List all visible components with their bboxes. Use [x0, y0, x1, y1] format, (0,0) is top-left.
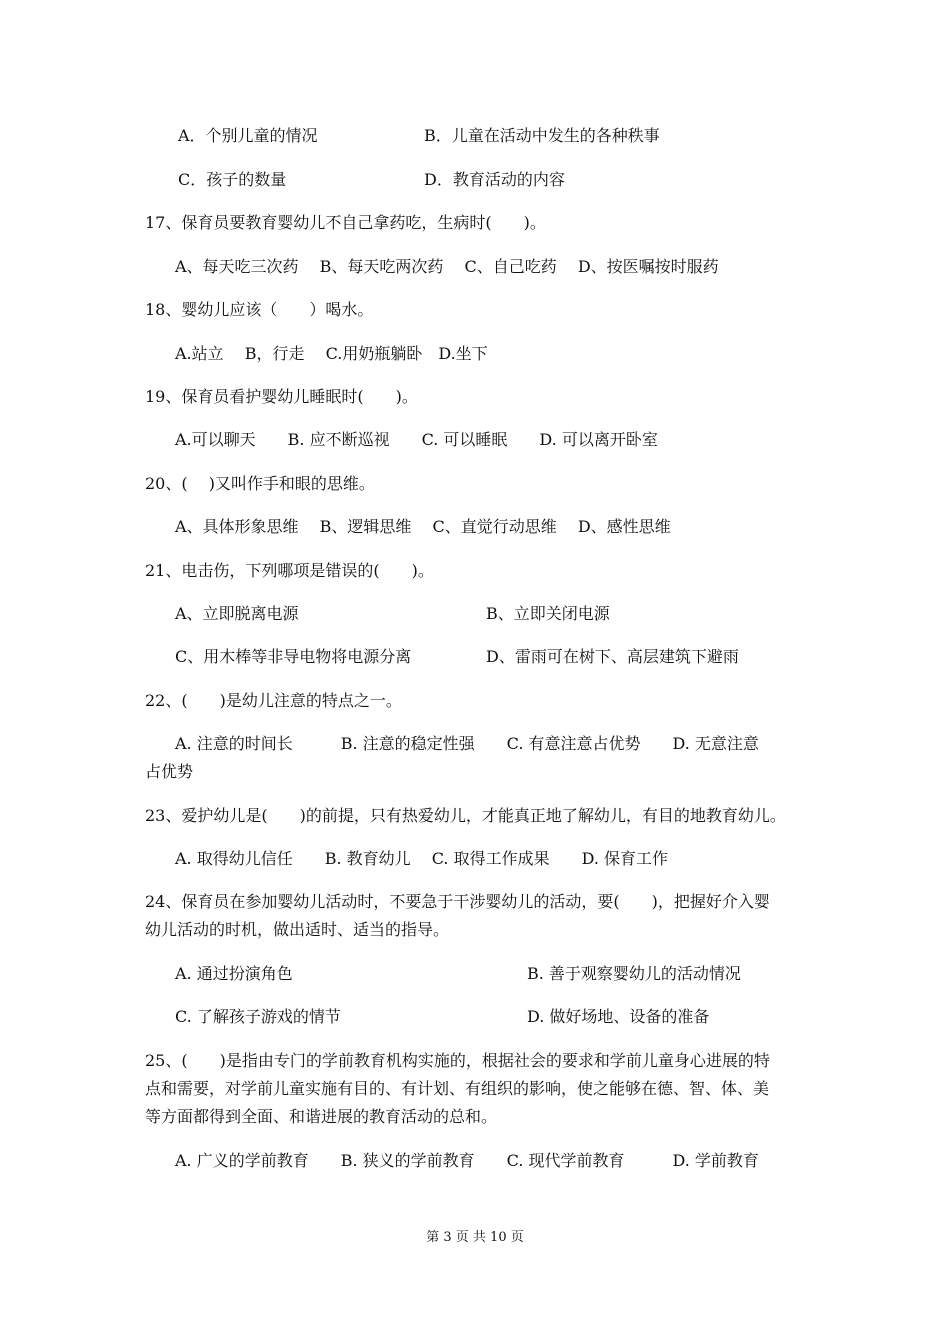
- q18-options: A.站立 B，行走 C.用奶瓶躺卧 D.坐下: [175, 344, 488, 363]
- q16-option-b: B．儿童在活动中发生的各种秩事: [424, 126, 660, 145]
- q22-options-wrap: 占优势: [145, 762, 194, 781]
- q18-stem: 18、婴幼儿应该（ ）喝水。: [145, 300, 374, 319]
- q24-option-b: B. 善于观察婴幼儿的活动情况: [527, 964, 741, 983]
- q23-options: A. 取得幼儿信任 B. 教育幼儿 C. 取得工作成果 D. 保育工作: [175, 849, 669, 868]
- q25-stem-wrap-2: 等方面都得到全面、和谐进展的教育活动的总和。: [145, 1107, 498, 1126]
- q24-option-d: D. 做好场地、设备的准备: [527, 1007, 710, 1026]
- q16-option-a: A．个别儿童的情况: [178, 126, 318, 145]
- q23-stem: 23、爱护幼儿是( )的前提，只有热爱幼儿，才能真正地了解幼儿，有目的地教育幼儿。: [145, 806, 786, 825]
- q24-option-a: A. 通过扮演角色: [175, 964, 293, 983]
- q22-options: A. 注意的时间长 B. 注意的稳定性强 C. 有意注意占优势 D. 无意注意: [175, 734, 759, 753]
- q25-stem-wrap-1: 点和需要，对学前儿童实施有目的、有计划、有组织的影响，使之能够在德、智、体、美: [145, 1079, 770, 1098]
- q17-stem: 17、保育员要教育婴幼儿不自己拿药吃，生病时( )。: [145, 213, 546, 232]
- q21-option-a: A、立即脱离电源: [175, 604, 299, 623]
- q22-stem: 22、( )是幼儿注意的特点之一。: [145, 691, 402, 710]
- q16-option-d: D．教育活动的内容: [424, 170, 565, 189]
- q21-option-d: D、雷雨可在树下、高层建筑下避雨: [486, 647, 739, 666]
- q19-options: A.可以聊天 B. 应不断巡视 C. 可以睡眠 D. 可以离开卧室: [175, 430, 658, 449]
- q20-options: A、具体形象思维 B、逻辑思维 C、直觉行动思维 D、感性思维: [175, 517, 671, 536]
- q24-stem-wrap: 幼儿活动的时机，做出适时、适当的指导。: [145, 920, 450, 939]
- q25-options: A. 广义的学前教育 B. 狭义的学前教育 C. 现代学前教育 D. 学前教育: [175, 1151, 759, 1170]
- q21-option-b: B、立即关闭电源: [486, 604, 610, 623]
- q17-options: A、每天吃三次药 B、每天吃两次药 C、自己吃药 D、按医嘱按时服药: [175, 257, 719, 276]
- q24-stem: 24、保育员在参加婴幼儿活动时，不要急于干涉婴幼儿的活动，要( )，把握好介入婴: [145, 892, 770, 911]
- q21-option-c: C、用木棒等非导电物将电源分离: [175, 647, 412, 666]
- q19-stem: 19、保育员看护婴幼儿睡眠时( )。: [145, 387, 418, 406]
- q24-option-c: C. 了解孩子游戏的情节: [175, 1007, 341, 1026]
- q21-stem: 21、电击伤，下列哪项是错误的( )。: [145, 561, 434, 580]
- page-number-footer: 第 3 页 共 10 页: [426, 1230, 524, 1245]
- q16-option-c: C．孩子的数量: [178, 170, 287, 189]
- q20-stem: 20、( )又叫作手和眼的思维。: [145, 474, 375, 493]
- q25-stem: 25、( )是指由专门的学前教育机构实施的，根据社会的要求和学前儿童身心进展的特: [145, 1051, 770, 1070]
